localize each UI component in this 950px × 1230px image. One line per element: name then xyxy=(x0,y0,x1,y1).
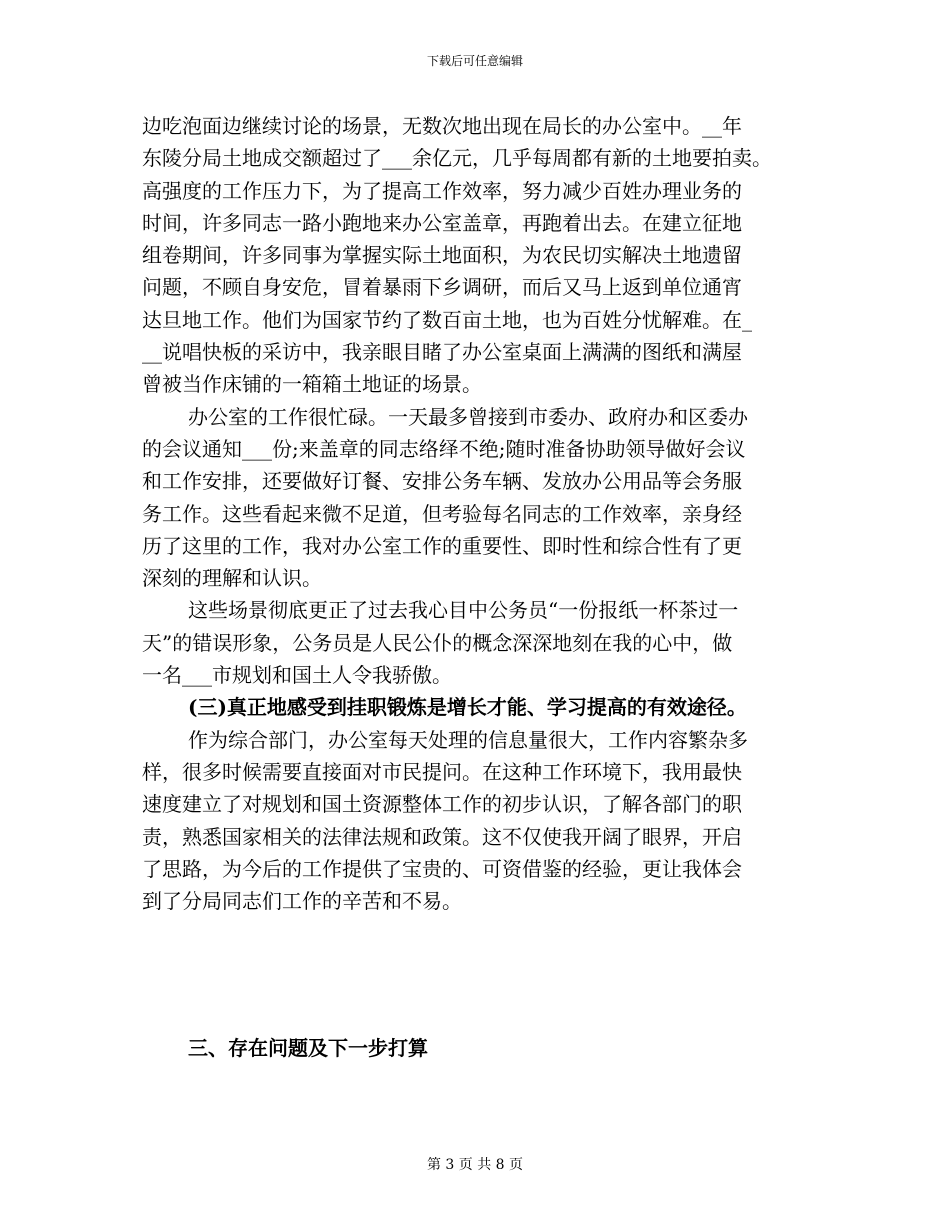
text-line: 东陵分局土地成交额超过了___余亿元，几乎每周都有新的土地要拍卖。 xyxy=(142,146,772,171)
text-line: 责，熟悉国家相关的法律法规和政策。这不仅使我开阔了眼界，开启 xyxy=(142,824,742,849)
paragraph xyxy=(142,594,822,691)
text-line: 组卷期间，许多同事为掌握实际土地面积，为农民切实解决土地遗留 xyxy=(142,243,742,268)
paragraph xyxy=(142,110,822,401)
text-line: 一名___市规划和国土人令我骄傲。 xyxy=(142,663,452,688)
text-line: 时间，许多同志一路小跑地来办公室盖章，再跑着出去。在建立征地 xyxy=(142,210,742,235)
text-line: 历了这里的工作，我对办公室工作的重要性、即时性和综合性有了更 xyxy=(142,533,742,558)
paragraph xyxy=(142,724,822,918)
page-footer: 第 3 页 共 8 页 xyxy=(426,1157,524,1173)
text-line: 深刻的理解和认识。 xyxy=(142,566,322,591)
text-line: 和工作安排，还要做好订餐、安排公务车辆、发放办公用品等会务服 xyxy=(142,469,742,494)
text-line: 到了分局同志们工作的辛苦和不易。 xyxy=(142,889,462,914)
text-line: 这些场景彻底更正了过去我心目中公务员“一份报纸一杯茶过一 xyxy=(188,598,739,623)
text-line: 速度建立了对规划和国土资源整体工作的初步认识，了解各部门的职 xyxy=(142,792,742,817)
text-line: 天”的错误形象，公务员是人民公仆的概念深深地刻在我的心中，做 xyxy=(142,630,733,655)
text-line: 了思路，为今后的工作提供了宝贵的、可资借鉴的经验，更让我体会 xyxy=(142,856,742,881)
text-line: 曾被当作床铺的一箱箱土地证的场景。 xyxy=(142,372,482,397)
section-heading: 三、存在问题及下一步打算 xyxy=(188,1036,428,1060)
text-line: 的会议通知___份;来盖章的同志络绎不绝;随时准备协助领导做好会议 xyxy=(142,436,746,461)
text-line: 高强度的工作压力下，为了提高工作效率，努力减少百姓办理业务的 xyxy=(142,178,742,203)
text-line: 办公室的工作很忙碌。一天最多曾接到市委办、政府办和区委办 xyxy=(188,404,748,429)
document-body xyxy=(142,110,822,917)
subheading xyxy=(142,691,822,723)
page-header: 下载后可任意编辑 xyxy=(426,54,523,68)
text-line: 样，很多时候需要直接面对市民提问。在这种工作环境下，我用最快 xyxy=(142,759,742,784)
text-line: 问题，不顾自身安危，冒着暴雨下乡调研，而后又马上返到单位通宵 xyxy=(142,275,742,300)
text-line: __说唱快板的采访中，我亲眼目睹了办公室桌面上满满的图纸和满屋 xyxy=(142,340,742,365)
text-line: 务工作。这些看起来微不足道，但考验每名同志的工作效率，亲身经 xyxy=(142,501,742,526)
text-line: 边吃泡面边继续讨论的场景，无数次地出现在局长的办公室中。__年 xyxy=(142,114,742,138)
paragraph xyxy=(142,401,822,595)
text-line: 作为综合部门，办公室每天处理的信息量很大，工作内容繁杂多 xyxy=(188,727,748,752)
text-line: 达旦地工作。他们为国家节约了数百亩土地，也为百姓分忧解难。在_ xyxy=(142,307,752,332)
subheading-text: (三)真正地感受到挂职锻炼是增长才能、学习提高的有效途径。 xyxy=(188,695,747,720)
